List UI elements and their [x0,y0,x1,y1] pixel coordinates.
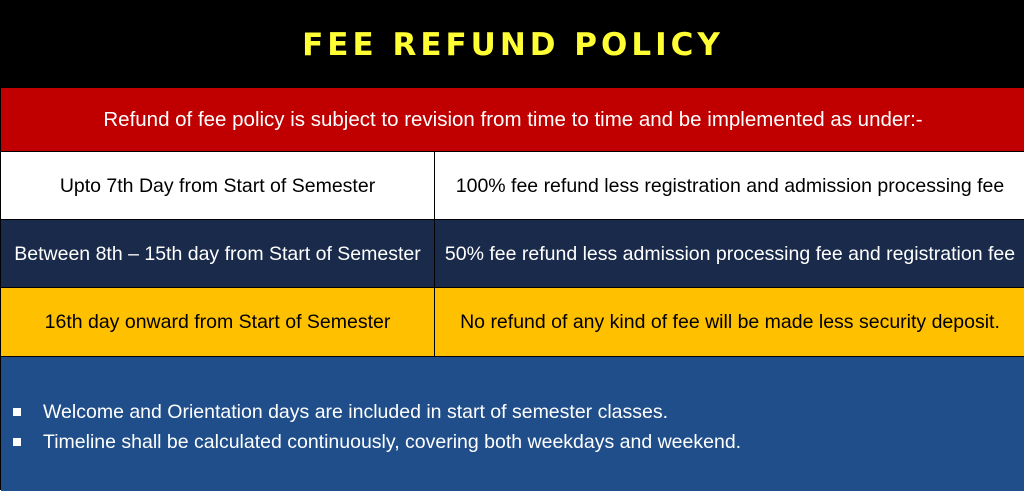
page-title: FEE REFUND POLICY [302,26,724,63]
notes-section [1,357,1024,491]
title-bar [1,1,1024,88]
table-row [1,152,1024,220]
refund-cell: No refund of any kind of fee will be made less security deposit. [460,311,1000,333]
period-cell: Between 8th – 15th day from Start of Semester [1,220,435,287]
period-cell: 16th day onward from Start of Semester [1,288,435,356]
note-text: Welcome and Orientation days are included in start of semester classes. [43,400,669,423]
list-item [1,427,1024,457]
table-row [1,288,1024,357]
refund-cell: 50% fee refund less admission processing fee and registration fee [444,242,1016,265]
table-row [1,220,1024,288]
refund-cell: 100% fee refund less registration and admission processing fee [455,174,1005,197]
note-text: Timeline shall be calculated continuously, covering both weekdays and weekend. [43,430,742,453]
square-bullet-icon [13,438,21,446]
policy-intro: Refund of fee policy is subject to revision from time to time and be implemented as under:- [1,88,1024,152]
period-cell: Upto 7th Day from Start of Semester [1,152,435,219]
square-bullet-icon [13,408,21,416]
list-item [1,397,1024,427]
